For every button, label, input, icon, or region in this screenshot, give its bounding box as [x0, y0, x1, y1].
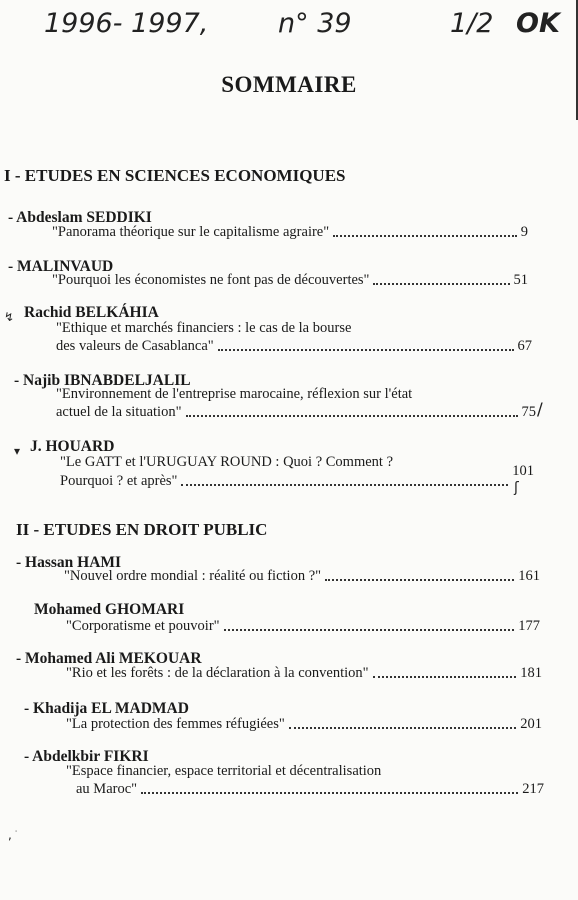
leader-dots: [218, 349, 514, 351]
leader-dots: [373, 676, 517, 678]
leader-dots: [224, 629, 515, 631]
entry-title-text: "Pourquoi les économistes ne font pas de découvertes": [52, 272, 370, 288]
entry-title-text: "Corporatisme et pouvoir": [66, 618, 220, 634]
bullet-mark: ↯: [4, 310, 15, 324]
entry-author: - Najib IBNABDELJALIL: [14, 372, 191, 389]
stray-mark: ׁ,: [8, 828, 12, 842]
entry-author: J. HOUARD: [30, 438, 115, 455]
entry-page-number: 217: [522, 781, 544, 797]
entry-author: - Abdelkbir FIKRI: [24, 748, 149, 765]
entry-title-text: "Rio et les forêts : de la déclaration à la convention": [66, 665, 369, 681]
handwritten-fraction: 1/2: [450, 8, 494, 39]
entry-title-text: "Environnement de l'entreprise marocaine, réflexion sur l'état: [56, 386, 413, 402]
handwritten-ok: OK: [516, 8, 560, 39]
entry-author: - MALINVAUD: [8, 258, 114, 275]
entry-page-number: 9: [520, 224, 528, 240]
entry-title-line: [52, 272, 528, 289]
entry-title-line: [56, 404, 536, 421]
entry-title-text: actuel de la situation": [56, 404, 182, 420]
entry-title-text: "Espace financier, espace territorial et décentralisation: [66, 763, 382, 779]
entry-title-text: des valeurs de Casablanca": [56, 338, 214, 354]
entry-title-line: [76, 781, 544, 798]
handwritten-issue-number: n° 39: [278, 8, 352, 39]
entry-page-number: 161: [518, 568, 540, 584]
entry-title-text: "Panorama théorique sur le capitalisme agraire": [52, 224, 330, 240]
entry-page-number: 181: [520, 665, 542, 681]
entry-title-line: [52, 224, 528, 241]
entry-title-line: [66, 716, 542, 733]
entry-title-line: [66, 763, 536, 780]
leader-dots: [186, 415, 518, 417]
bullet-mark: ▾: [14, 444, 21, 458]
entry-title-line: [64, 568, 540, 585]
handwritten-squiggle: ʃ: [514, 480, 519, 496]
section-heading-public-law: II - ETUDES EN DROIT PUBLIC: [16, 520, 268, 539]
entry-title-text: "La protection des femmes réfugiées": [66, 716, 285, 732]
entry-title-line: [66, 618, 540, 635]
entry-title-text: "Nouvel ordre mondial : réalité ou fiction ?": [64, 568, 322, 584]
page-title: SOMMAIRE: [221, 72, 357, 97]
entry-page-number: 101: [512, 463, 534, 479]
entry-author: - Khadija EL MADMAD: [24, 700, 189, 717]
entry-title-text: "Le GATT et l'URUGUAY ROUND : Quoi ? Comment ?: [60, 454, 394, 470]
entry-title-line: [60, 454, 530, 471]
entry-author: - Mohamed Ali MEKOUAR: [16, 650, 202, 667]
entry-page-number: 67: [517, 338, 532, 354]
entry-title-line: [56, 338, 532, 355]
handwritten-slash: /: [537, 400, 543, 420]
leader-dots: [289, 727, 516, 729]
leader-dots: [181, 484, 508, 486]
entry-title-line: [60, 463, 534, 490]
entry-author: Mohamed GHOMARI: [34, 601, 185, 618]
entry-title-text: "Ethique et marchés financiers : le cas de la bourse: [56, 320, 352, 336]
leader-dots: [325, 579, 514, 581]
entry-title-text: au Maroc": [76, 781, 138, 797]
entry-author: Rachid BELKÁHIA: [24, 304, 159, 321]
handwritten-years: 1996- 1997,: [44, 8, 209, 39]
leader-dots: [333, 235, 517, 237]
entry-title-line: [66, 665, 542, 682]
entry-page-number: 177: [518, 618, 540, 634]
entry-author: - Hassan HAMI: [16, 554, 122, 571]
entry-page-number: 75: [521, 404, 536, 420]
leader-dots: [141, 792, 518, 794]
section-heading-economics: I - ETUDES EN SCIENCES ECONOMIQUES: [4, 166, 346, 185]
entry-page-number: 201: [520, 716, 542, 732]
entry-author: - Abdeslam SEDDIKI: [8, 209, 152, 226]
leader-dots: [373, 283, 509, 285]
entry-title-line: [56, 386, 526, 403]
entry-title-text: Pourquoi ? et après": [60, 473, 178, 489]
entry-page-number: 51: [513, 272, 528, 288]
entry-title-line: [56, 320, 528, 337]
